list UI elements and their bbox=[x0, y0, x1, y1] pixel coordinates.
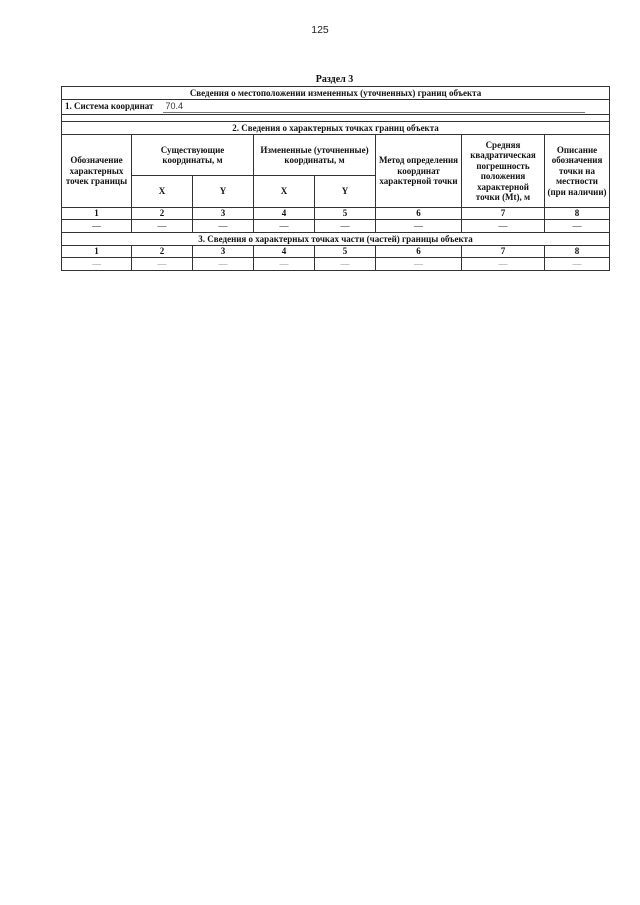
table-cell: — bbox=[132, 220, 193, 233]
table-title: Сведения о местоположении измененных (уточненных) границ объекта bbox=[62, 87, 610, 100]
table-cell: — bbox=[315, 220, 376, 233]
header-existing-coords: Существующие координаты, м bbox=[132, 135, 254, 176]
spacer-cell bbox=[62, 115, 610, 122]
column-number: 3 bbox=[193, 246, 254, 258]
header-existing-x: X bbox=[132, 176, 193, 208]
column-number: 2 bbox=[132, 246, 193, 258]
table-cell: — bbox=[193, 258, 254, 271]
coordinate-system-label: 1. Система координат bbox=[65, 101, 154, 111]
header-changed-x: X bbox=[254, 176, 315, 208]
coordinate-system-row bbox=[62, 100, 610, 115]
part3-title-row bbox=[62, 233, 610, 246]
column-number: 1 bbox=[62, 208, 132, 220]
column-number: 5 bbox=[315, 246, 376, 258]
column-number: 6 bbox=[376, 208, 462, 220]
boundary-table bbox=[61, 86, 610, 271]
table-cell: — bbox=[376, 220, 462, 233]
column-number: 8 bbox=[545, 208, 610, 220]
coordinate-system-value: 70.4 bbox=[163, 101, 585, 113]
column-number: 1 bbox=[62, 246, 132, 258]
header-changed-coords: Измененные (уточненные) координаты, м bbox=[254, 135, 376, 176]
column-number: 4 bbox=[254, 246, 315, 258]
header-existing-y: Y bbox=[193, 176, 254, 208]
table-cell: — bbox=[545, 220, 610, 233]
table-cell: — bbox=[62, 258, 132, 271]
table-cell: — bbox=[376, 258, 462, 271]
table-cell: — bbox=[462, 258, 545, 271]
page-number: 125 bbox=[311, 24, 329, 36]
spacer-row bbox=[62, 115, 610, 122]
table-row bbox=[62, 220, 610, 233]
part2-title: 2. Сведения о характерных точках границ объекта bbox=[62, 122, 610, 135]
table-cell: — bbox=[254, 258, 315, 271]
header-changed-y: Y bbox=[315, 176, 376, 208]
part2-column-numbers-row bbox=[62, 208, 610, 220]
column-number: 7 bbox=[462, 208, 545, 220]
part2-title-row bbox=[62, 122, 610, 135]
header-designation: Обозначение характерных точек границы bbox=[62, 135, 132, 208]
part3-column-numbers-row bbox=[62, 246, 610, 258]
table-cell: — bbox=[462, 220, 545, 233]
column-number: 8 bbox=[545, 246, 610, 258]
table-cell: — bbox=[193, 220, 254, 233]
column-number: 6 bbox=[376, 246, 462, 258]
header-method: Метод определения координат характерной точки bbox=[376, 135, 462, 208]
column-number: 7 bbox=[462, 246, 545, 258]
part3-title: 3. Сведения о характерных точках части (частей) границы объекта bbox=[62, 233, 610, 246]
header-mean-error: Средняя квадратическая погрешность положения характерной точки (Mt), м bbox=[462, 135, 545, 208]
section-heading: Раздел 3 bbox=[315, 74, 354, 85]
table-cell: — bbox=[62, 220, 132, 233]
table-cell: — bbox=[315, 258, 376, 271]
table-title-row bbox=[62, 87, 610, 100]
column-number: 5 bbox=[315, 208, 376, 220]
column-number: 3 bbox=[193, 208, 254, 220]
column-number: 2 bbox=[132, 208, 193, 220]
table-cell: — bbox=[545, 258, 610, 271]
part2-header-row bbox=[62, 135, 610, 176]
header-description: Описание обозначения точки на местности (при наличии) bbox=[545, 135, 610, 208]
table-row bbox=[62, 258, 610, 271]
table-cell: — bbox=[132, 258, 193, 271]
coordinate-system-cell bbox=[62, 100, 610, 115]
table-cell: — bbox=[254, 220, 315, 233]
column-number: 4 bbox=[254, 208, 315, 220]
